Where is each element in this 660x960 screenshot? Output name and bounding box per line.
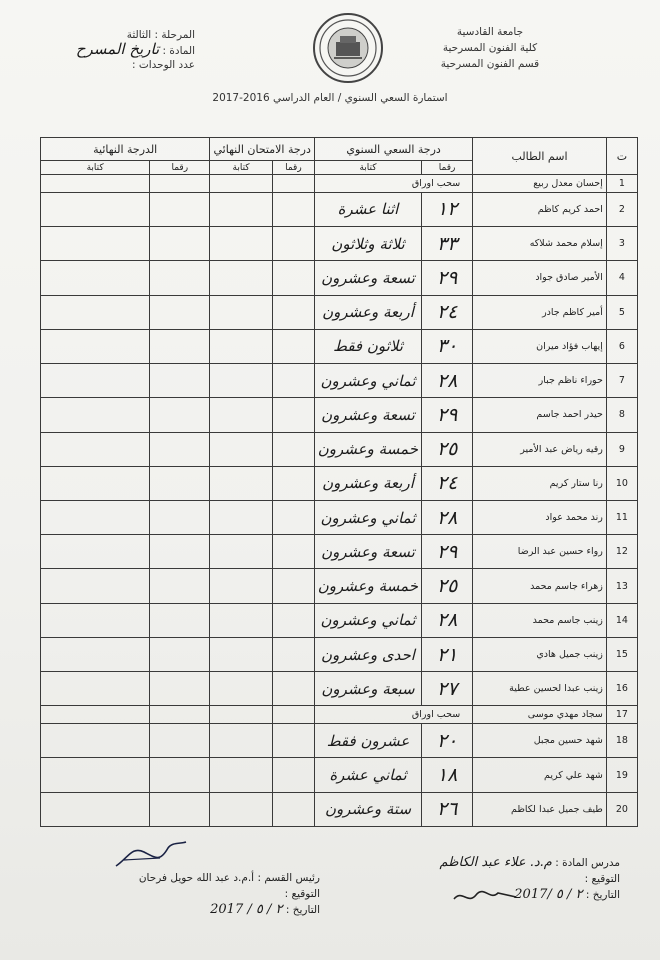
row-index: 5 <box>606 295 637 329</box>
annual-words: تسعة وعشرون <box>315 261 422 295</box>
exam-words-cell <box>210 724 272 758</box>
exam-digits-cell <box>272 261 314 295</box>
annual-digits: ٢٨ <box>421 500 472 534</box>
annual-words: تسعة وعشرون <box>315 398 422 432</box>
annual-words: ثماني وعشرون <box>315 364 422 398</box>
exam-words-cell <box>210 175 272 193</box>
head-sign-label: التوقيع : <box>284 888 320 900</box>
annual-words: احدى وعشرون <box>315 637 422 671</box>
final-digits-cell <box>150 192 210 226</box>
table-row <box>41 672 638 706</box>
annual-digits: ٢٩ <box>421 398 472 432</box>
row-index: 19 <box>606 758 637 792</box>
final-digits-cell <box>150 329 210 363</box>
row-index: 11 <box>606 500 637 534</box>
table-row <box>41 603 638 637</box>
annual-digits: ٢٦ <box>421 792 472 826</box>
exam-digits-cell <box>272 603 314 637</box>
exam-digits-cell <box>272 227 314 261</box>
teacher-date-label: التاريخ : <box>585 889 620 901</box>
exam-words-cell <box>210 535 272 569</box>
final-digits-cell <box>150 569 210 603</box>
exam-digits-cell <box>272 758 314 792</box>
table-row <box>41 792 638 826</box>
exam-digits-cell <box>272 192 314 226</box>
head-date-label: التاريخ : <box>285 904 320 916</box>
table-row <box>41 398 638 432</box>
table-row <box>41 192 638 226</box>
exam-words-cell <box>210 227 272 261</box>
final-digits-cell <box>150 295 210 329</box>
row-index: 14 <box>606 603 637 637</box>
withdrawal-note: سحب اوراق <box>315 706 473 724</box>
grades-table <box>40 137 638 827</box>
final-words-cell <box>41 724 150 758</box>
exam-words-cell <box>210 295 272 329</box>
student-name: رقيه رياض عبد الأمير <box>473 432 607 466</box>
annual-words: ثلاثة وثلاثون <box>315 227 422 261</box>
final-words-cell <box>41 500 150 534</box>
final-digits-cell <box>150 227 210 261</box>
final-digits-cell <box>150 466 210 500</box>
final-words-cell <box>41 398 150 432</box>
exam-words-cell <box>210 569 272 603</box>
student-name: أمير كاظم جادر <box>473 295 607 329</box>
final-words-cell <box>41 792 150 826</box>
head-row <box>70 870 320 886</box>
final-words-header: كتابة <box>41 161 150 175</box>
annual-words: تسعة وعشرون <box>315 535 422 569</box>
annual-digits: ٢٧ <box>421 672 472 706</box>
annual-digits: ٢٤ <box>421 466 472 500</box>
annual-digits: ٢٩ <box>421 535 472 569</box>
final-words-cell <box>41 261 150 295</box>
final-digits-cell <box>150 792 210 826</box>
exam-words-cell <box>210 792 272 826</box>
exam-digits-cell <box>272 500 314 534</box>
table-row <box>41 261 638 295</box>
student-name: سجاد مهدي موسى <box>473 706 607 724</box>
university-name: جامعة القادسية <box>456 26 524 38</box>
table-row <box>41 724 638 758</box>
row-index: 2 <box>606 192 637 226</box>
table-row <box>41 432 638 466</box>
exam-digits-cell <box>272 175 314 193</box>
teacher-signature-icon <box>450 885 520 907</box>
row-index: 10 <box>606 466 637 500</box>
table-row <box>41 758 638 792</box>
row-index: 16 <box>606 672 637 706</box>
col-final-exam-header: درجة الامتحان النهائي <box>210 138 315 161</box>
row-index: 17 <box>606 706 637 724</box>
exam-words-cell <box>210 192 272 226</box>
row-index: 12 <box>606 535 637 569</box>
table-row <box>41 227 638 261</box>
annual-digits: ٢٥ <box>421 569 472 603</box>
student-name: حوراء ناظم جبار <box>473 364 607 398</box>
row-index: 18 <box>606 724 637 758</box>
student-name: زهراء جاسم محمد <box>473 569 607 603</box>
final-digits-cell <box>150 603 210 637</box>
department-name: قسم الفنون المسرحية <box>440 58 540 70</box>
final-words-cell <box>41 535 150 569</box>
exam-digits-cell <box>272 535 314 569</box>
exam-digits-cell <box>272 672 314 706</box>
annual-words: أربعة وعشرون <box>315 295 422 329</box>
annual-words: ستة وعشرون <box>315 792 422 826</box>
annual-digits: ٢٨ <box>421 364 472 398</box>
row-index: 1 <box>606 175 637 193</box>
exam-digits-cell <box>272 792 314 826</box>
row-index: 4 <box>606 261 637 295</box>
row-index: 7 <box>606 364 637 398</box>
teacher-label: مدرس المادة : <box>555 857 620 869</box>
header-row <box>41 138 638 161</box>
col-final-grade-header: الدرجة النهائية <box>41 138 210 161</box>
annual-digits: ٢١ <box>421 637 472 671</box>
final-words-cell <box>41 227 150 261</box>
exam-words-cell <box>210 466 272 500</box>
student-name: رنا ستار كريم <box>473 466 607 500</box>
annual-digits: ٣٣ <box>421 227 472 261</box>
subject-label: المادة : <box>162 45 195 57</box>
student-name: شهد علي كريم <box>473 758 607 792</box>
student-name: رند محمد عواد <box>473 500 607 534</box>
university-emblem-icon <box>312 12 384 84</box>
final-digits-cell <box>150 706 210 724</box>
exam-digits-header: رقما <box>272 161 314 175</box>
final-digits-cell <box>150 398 210 432</box>
annual-digits: ١٢ <box>421 192 472 226</box>
annual-words: اثنا عشرة <box>315 192 422 226</box>
head-label: رئيس القسم : <box>257 872 320 884</box>
teacher-sign-label: التوقيع : <box>584 873 620 885</box>
exam-digits-cell <box>272 569 314 603</box>
final-digits-cell <box>150 175 210 193</box>
annual-digits: ٣٠ <box>421 329 472 363</box>
final-words-cell <box>41 432 150 466</box>
final-words-cell <box>41 603 150 637</box>
row-index: 6 <box>606 329 637 363</box>
annual-words: عشرون فقط <box>315 724 422 758</box>
table-row <box>41 466 638 500</box>
student-name: شهد حسين مجبل <box>473 724 607 758</box>
annual-words-header: كتابة <box>315 161 422 175</box>
table-row <box>41 637 638 671</box>
exam-words-cell <box>210 329 272 363</box>
course-info <box>55 28 195 72</box>
col-index-header: ت <box>606 138 637 175</box>
exam-words-cell <box>210 364 272 398</box>
exam-words-cell <box>210 261 272 295</box>
head-date: ٢ / ٥ / 2017 <box>210 902 283 917</box>
student-name: رواء حسين عبد الرضا <box>473 535 607 569</box>
annual-digits: ٢٩ <box>421 261 472 295</box>
exam-words-header: كتابة <box>210 161 272 175</box>
annual-digits-header: رقما <box>421 161 472 175</box>
exam-digits-cell <box>272 432 314 466</box>
college-name: كلية الفنون المسرحية <box>442 42 538 54</box>
final-digits-cell <box>150 758 210 792</box>
exam-words-cell <box>210 432 272 466</box>
final-digits-header: رقما <box>150 161 210 175</box>
exam-words-cell <box>210 398 272 432</box>
subject-value: تاريخ المسرح <box>75 40 160 58</box>
row-index: 8 <box>606 398 637 432</box>
final-digits-cell <box>150 535 210 569</box>
final-words-cell <box>41 329 150 363</box>
annual-words: ثلاثون فقط <box>315 329 422 363</box>
student-name: إحسان معدل ربيع <box>473 175 607 193</box>
annual-words: ثماني وعشرون <box>315 500 422 534</box>
annual-digits: ٢٠ <box>421 724 472 758</box>
col-name-header: اسم الطالب <box>473 138 607 175</box>
final-words-cell <box>41 758 150 792</box>
annual-digits: ١٨ <box>421 758 472 792</box>
student-name: طيف جميل عبدا لكاظم <box>473 792 607 826</box>
row-index: 15 <box>606 637 637 671</box>
head-signature-block <box>70 870 320 918</box>
final-digits-cell <box>150 500 210 534</box>
annual-digits: ٢٨ <box>421 603 472 637</box>
final-words-cell <box>41 295 150 329</box>
table-row <box>41 295 638 329</box>
table-row <box>41 175 638 193</box>
final-words-cell <box>41 466 150 500</box>
exam-words-cell <box>210 500 272 534</box>
annual-words: سبعة وعشرون <box>315 672 422 706</box>
exam-words-cell <box>210 637 272 671</box>
table-row <box>41 364 638 398</box>
withdrawal-note: سحب اوراق <box>315 175 473 193</box>
final-words-cell <box>41 175 150 193</box>
teacher-date: ٢ / ٥ /2017 <box>514 887 583 902</box>
table-row <box>41 706 638 724</box>
exam-digits-cell <box>272 724 314 758</box>
final-digits-cell <box>150 261 210 295</box>
annual-words: ثماني وعشرون <box>315 603 422 637</box>
student-name: احمد كريم كاظم <box>473 192 607 226</box>
final-words-cell <box>41 706 150 724</box>
table-row <box>41 535 638 569</box>
exam-words-cell <box>210 758 272 792</box>
final-words-cell <box>41 192 150 226</box>
form-title: استمارة السعي السنوي / العام الدراسي 2016-2017 <box>212 92 448 104</box>
student-name: إيهاب فؤاد ميران <box>473 329 607 363</box>
table-row <box>41 569 638 603</box>
student-name: الأمير صادق جواد <box>473 261 607 295</box>
exam-words-cell <box>210 706 272 724</box>
row-index: 3 <box>606 227 637 261</box>
annual-digits: ٢٤ <box>421 295 472 329</box>
head-signature-icon <box>110 838 190 872</box>
head-name: أ.م.د عبد الله حويل فرحان <box>138 872 255 884</box>
final-words-cell <box>41 672 150 706</box>
final-digits-cell <box>150 724 210 758</box>
row-index: 9 <box>606 432 637 466</box>
exam-words-cell <box>210 603 272 637</box>
units-label: عدد الوحدات : <box>131 59 195 71</box>
institution-header <box>430 24 550 72</box>
row-index: 20 <box>606 792 637 826</box>
subject-row <box>55 42 195 58</box>
table-row <box>41 500 638 534</box>
exam-digits-cell <box>272 329 314 363</box>
final-digits-cell <box>150 364 210 398</box>
exam-digits-cell <box>272 295 314 329</box>
teacher-row <box>420 855 620 871</box>
exam-digits-cell <box>272 398 314 432</box>
exam-digits-cell <box>272 706 314 724</box>
final-words-cell <box>41 569 150 603</box>
annual-words: ثماني عشرة <box>315 758 422 792</box>
annual-words: أربعة وعشرون <box>315 466 422 500</box>
student-name: زينب جميل هادي <box>473 637 607 671</box>
teacher-name: م.د. علاء عبد الكاظم <box>439 855 552 870</box>
exam-digits-cell <box>272 637 314 671</box>
col-annual-header: درجة السعي السنوي <box>315 138 473 161</box>
annual-digits: ٢٥ <box>421 432 472 466</box>
annual-words: خمسة وعشرون <box>315 569 422 603</box>
stage-label: المرحلة : الثالثة <box>126 29 195 41</box>
student-name: زينب جاسم محمد <box>473 603 607 637</box>
row-index: 13 <box>606 569 637 603</box>
head-date-row <box>70 902 320 918</box>
exam-words-cell <box>210 672 272 706</box>
final-digits-cell <box>150 432 210 466</box>
student-name: زينب عبدا لحسين عطية <box>473 672 607 706</box>
table-row <box>41 329 638 363</box>
student-name: إسلام محمد شلاكه <box>473 227 607 261</box>
exam-digits-cell <box>272 364 314 398</box>
final-digits-cell <box>150 672 210 706</box>
final-digits-cell <box>150 637 210 671</box>
exam-digits-cell <box>272 466 314 500</box>
annual-words: خمسة وعشرون <box>315 432 422 466</box>
student-name: حيدر احمد جاسم <box>473 398 607 432</box>
final-words-cell <box>41 637 150 671</box>
final-words-cell <box>41 364 150 398</box>
